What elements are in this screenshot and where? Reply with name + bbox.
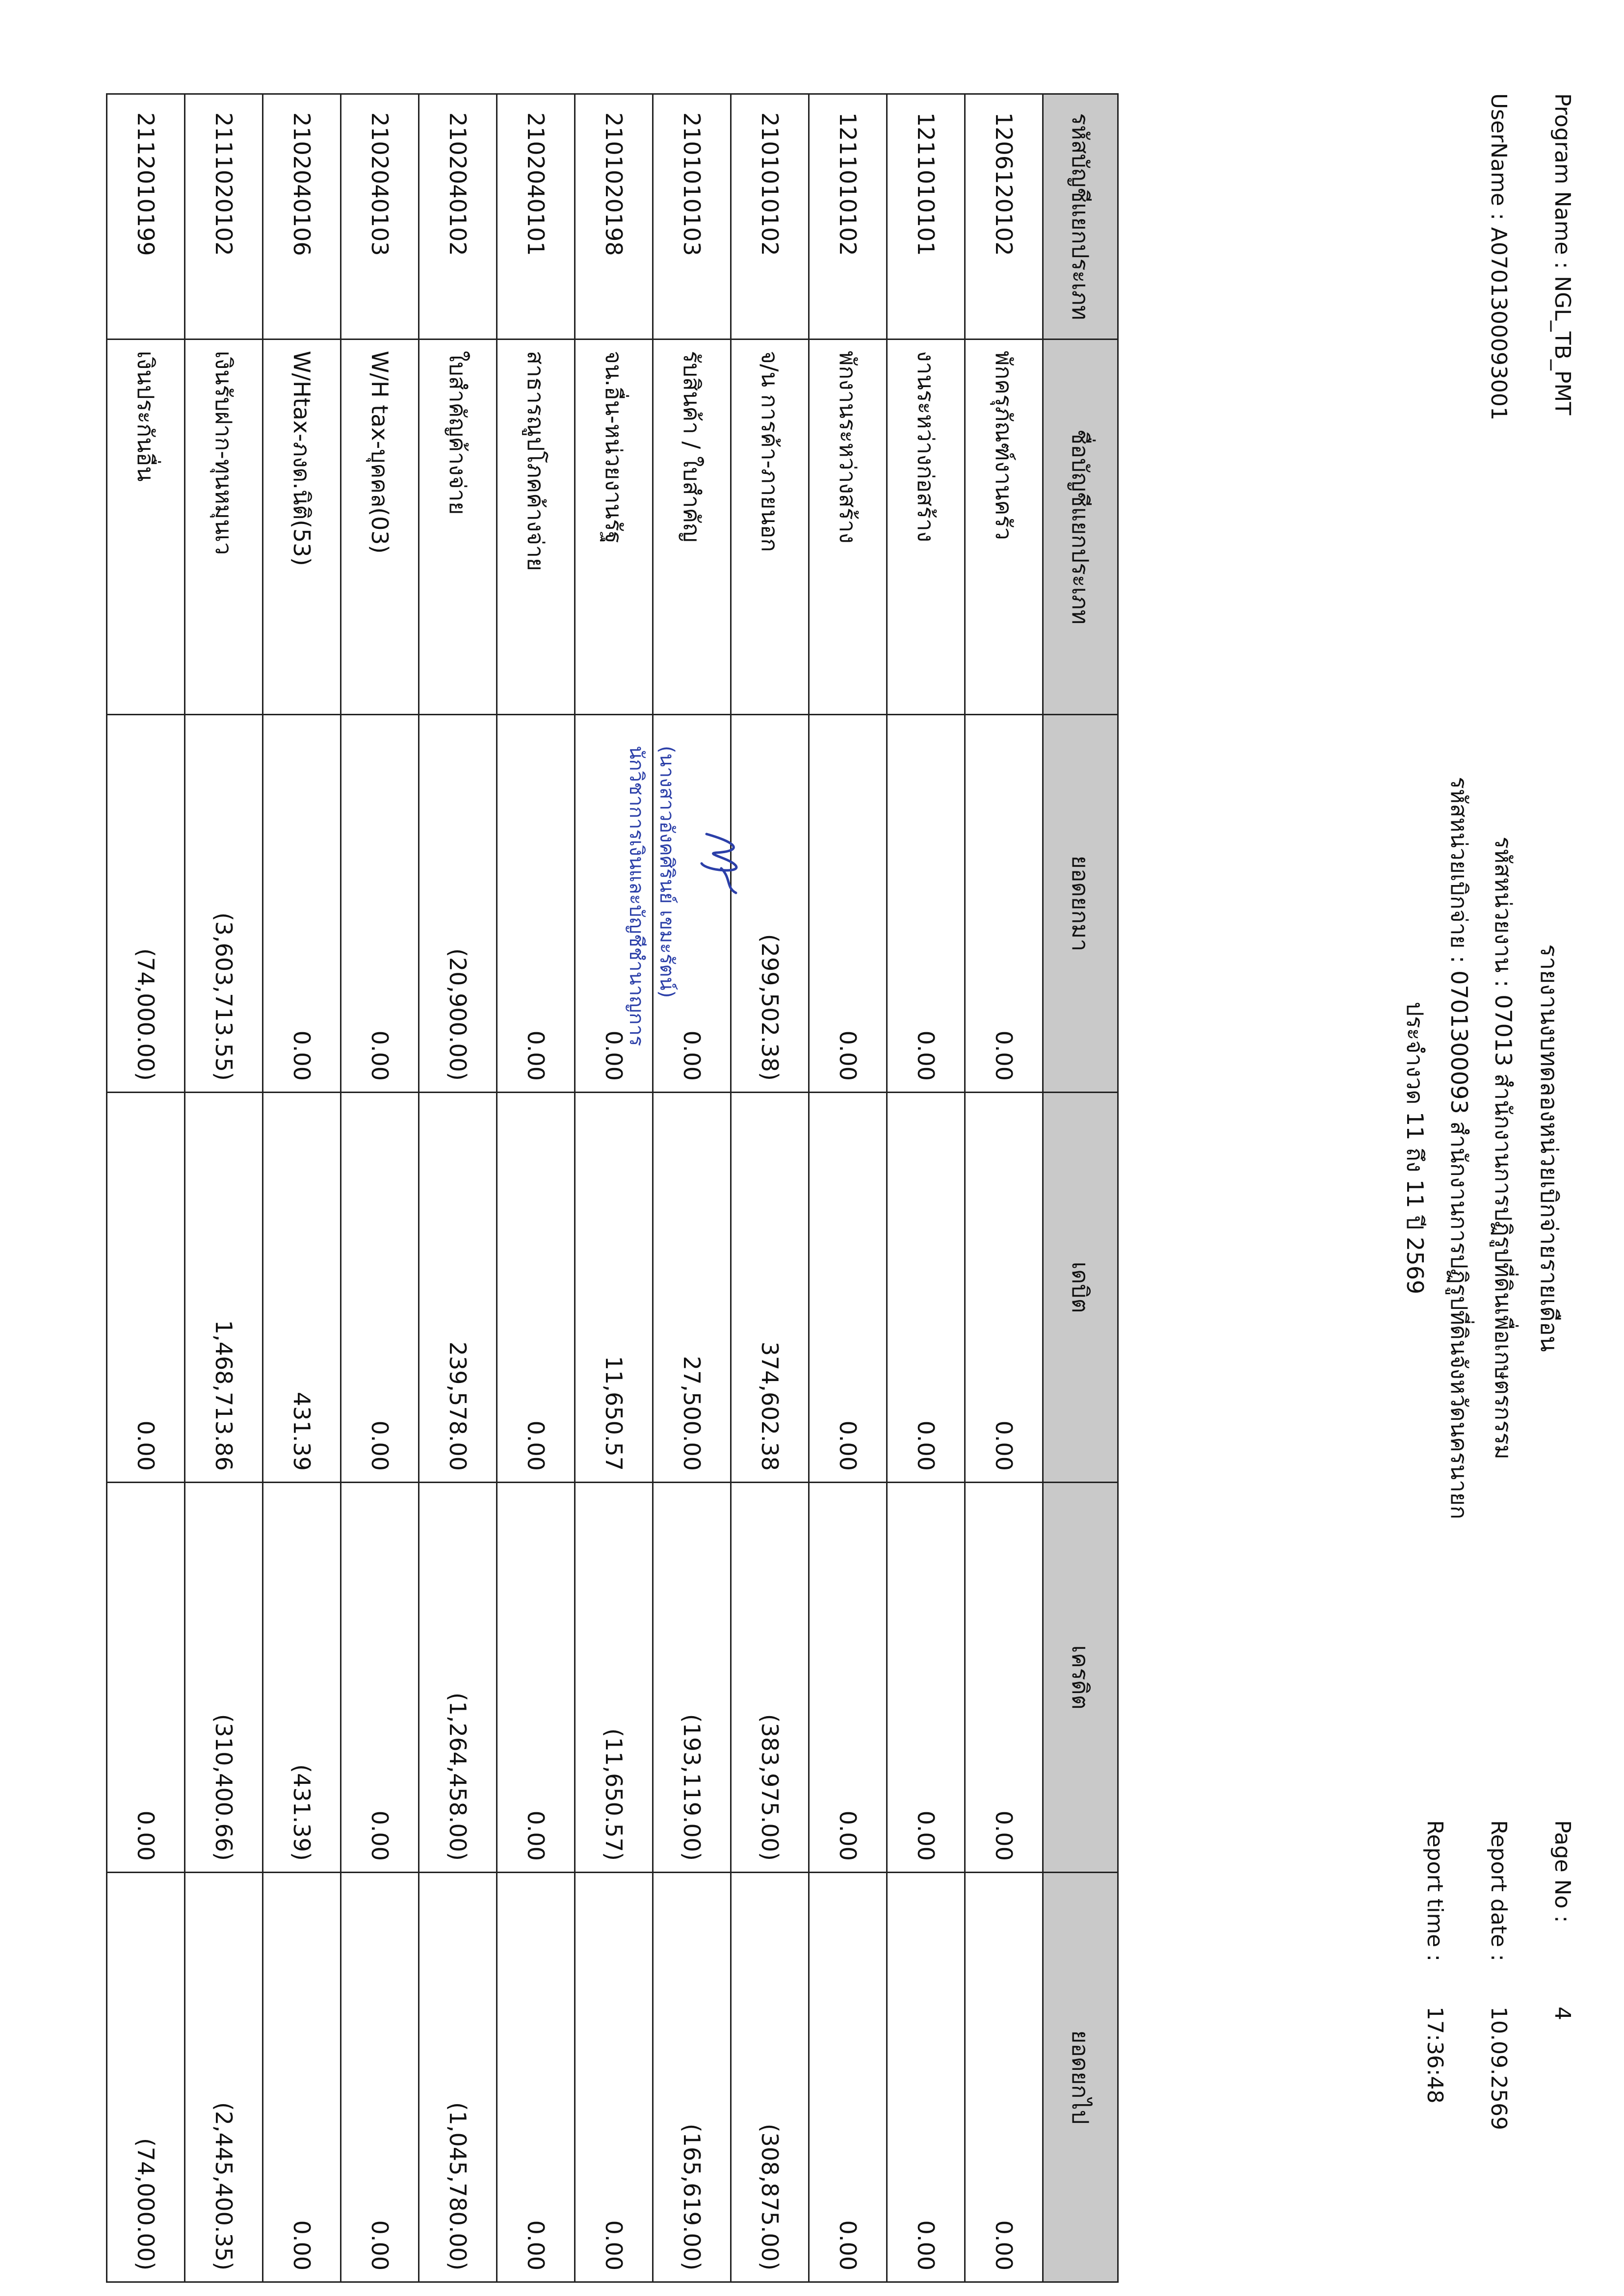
- column-header-account-name: ชื่อบัญชีแยกประเภท: [1043, 339, 1118, 715]
- table-row: [965, 94, 1043, 2282]
- account-name: พักงานระหว่างสร้าง: [809, 339, 887, 715]
- debit: 0.00: [809, 1093, 887, 1483]
- column-header-brought-forward: ยอดยกมา: [1043, 715, 1118, 1093]
- carried-forward: 0.00: [809, 1873, 887, 2282]
- account-code: 2102040102: [419, 94, 497, 339]
- table-row: [653, 94, 731, 2282]
- period-line: ประจำงวด 11 ถึง 11 ปี 2569: [1402, 1001, 1428, 1295]
- brought-forward: (74,000.00): [107, 715, 185, 1093]
- signature-stamp: [603, 736, 746, 1079]
- column-header-credit: เครดิต: [1043, 1483, 1118, 1873]
- brought-forward: (299,502.38): [731, 715, 809, 1093]
- report-title: รายงานงบทดลองหน่วยเบิกจ่ายรายเดือน: [1535, 944, 1563, 1352]
- account-code: 2102040106: [263, 94, 341, 339]
- carried-forward: (2,445,400.35): [185, 1873, 263, 2282]
- carried-forward: (74,000.00): [107, 1873, 185, 2282]
- user-name: UserName : A070130009​3001: [1486, 93, 1511, 420]
- carried-forward: 0.00: [887, 1873, 965, 2282]
- account-name: จน.อื่น-หน่วยงานรัฐ: [575, 339, 653, 715]
- table-row: [575, 94, 653, 2282]
- debit: 431.39: [263, 1093, 341, 1483]
- brought-forward: (20,900.00): [419, 715, 497, 1093]
- credit: (310,400.66): [185, 1483, 263, 1873]
- credit: (11,650.57): [575, 1483, 653, 1873]
- report-date-label: Report date :: [1486, 1820, 1511, 1961]
- debit: 27,500.00: [653, 1093, 731, 1483]
- credit: 0.00: [497, 1483, 575, 1873]
- table-row: [887, 94, 965, 2282]
- debit: 0.00: [107, 1093, 185, 1483]
- carried-forward: 0.00: [341, 1873, 419, 2282]
- account-code: 2112010199: [107, 94, 185, 339]
- account-code: 2102040101: [497, 94, 575, 339]
- brought-forward: 0.00: [497, 715, 575, 1093]
- brought-forward: 0.00: [263, 715, 341, 1093]
- credit: 0.00: [965, 1483, 1043, 1873]
- table-row: [419, 94, 497, 2282]
- debit: 0.00: [497, 1093, 575, 1483]
- report-time-value: 17:36:48: [1422, 2007, 1447, 2104]
- debit: 374,602.38: [731, 1093, 809, 1483]
- account-name: W/H tax-บุคคล(03): [341, 339, 419, 715]
- trial-balance-table: [106, 93, 1119, 2283]
- credit: 0.00: [341, 1483, 419, 1873]
- carried-forward: 0.00: [263, 1873, 341, 2282]
- account-code: 2111020102: [185, 94, 263, 339]
- account-name: เงินประกันอื่น: [107, 339, 185, 715]
- account-code: 2102040103: [341, 94, 419, 339]
- account-name: จ/น การค้า-ภายนอก: [731, 339, 809, 715]
- table-row: [809, 94, 887, 2282]
- carried-forward: 0.00: [575, 1873, 653, 2282]
- table-row: [263, 94, 341, 2282]
- account-name: W/Htax-ภงด.นิติ(53): [263, 339, 341, 715]
- report-time-label: Report time :: [1422, 1820, 1447, 1962]
- table-row: [497, 94, 575, 2282]
- account-name: รับสินค้า / ใบสำคัญ: [653, 339, 731, 715]
- table-row: [107, 94, 185, 2282]
- column-header-carried-forward: ยอดยกไป: [1043, 1873, 1118, 2282]
- account-code: 2101010103: [653, 94, 731, 339]
- brought-forward: 0.00: [341, 715, 419, 1093]
- stamp-position: นักวิชาการเงินและบัญชีชำนาญการ: [625, 746, 648, 1046]
- account-code: 1206120102: [965, 94, 1043, 339]
- debit: 1,468,713.86: [185, 1093, 263, 1483]
- stamp-name: (นางสาวอังคศิรินย์ เขมะรัตน์): [655, 746, 678, 998]
- brought-forward: 0.00: [965, 715, 1043, 1093]
- account-name: สาธารณูปโภคค้างจ่าย: [497, 339, 575, 715]
- table-row: [731, 94, 809, 2282]
- debit: 11,650.57: [575, 1093, 653, 1483]
- credit: (1,264,458.00): [419, 1483, 497, 1873]
- debit: 0.00: [341, 1093, 419, 1483]
- account-name: พักครุภัณฑ์งานครัว: [965, 339, 1043, 715]
- disbursing-unit-line: รหัสหน่วยเบิกจ่าย : 0701300093 สำนักงานการปฏิรูปที่ดินจังหวัดนครนายก: [1446, 777, 1472, 1519]
- account-name: ใบสำคัญค้างจ่าย: [419, 339, 497, 715]
- credit: (383,975.00): [731, 1483, 809, 1873]
- carried-forward: 0.00: [965, 1873, 1043, 2282]
- signature-mark: [692, 824, 751, 898]
- column-header-debit: เดบิต: [1043, 1093, 1118, 1483]
- account-code: 1211010102: [809, 94, 887, 339]
- page-no-label: Page No :: [1550, 1820, 1575, 1923]
- debit: 0.00: [965, 1093, 1043, 1483]
- brought-forward: 0.00: [575, 715, 653, 1093]
- account-code: 1211010101: [887, 94, 965, 339]
- carried-forward: (308,875.00): [731, 1873, 809, 2282]
- agency-line: รหัสหน่วยงาน : 07013 สำนักงานการปฏิรูปที่ดินเพื่อเกษตรกรรม: [1490, 836, 1517, 1460]
- account-code: 2101010102: [731, 94, 809, 339]
- brought-forward: 0.00: [887, 715, 965, 1093]
- brought-forward: 0.00: [653, 715, 731, 1093]
- table-row: [341, 94, 419, 2282]
- report-date-value: 10.09.2569: [1486, 2007, 1511, 2130]
- credit: 0.00: [107, 1483, 185, 1873]
- credit: (193,119.00): [653, 1483, 731, 1873]
- table-row: [185, 94, 263, 2282]
- debit: 239,578.00: [419, 1093, 497, 1483]
- carried-forward: (165,619.00): [653, 1873, 731, 2282]
- carried-forward: (1,045,780.00): [419, 1873, 497, 2282]
- carried-forward: 0.00: [497, 1873, 575, 2282]
- account-name: เงินรับฝาก-ทุนหมุนเว: [185, 339, 263, 715]
- account-name: งานระหว่างก่อสร้าง: [887, 339, 965, 715]
- credit: 0.00: [809, 1483, 887, 1873]
- program-name: Program Name : NGL_TB_PMT: [1550, 93, 1575, 416]
- column-header-account-code: รหัสบัญชีแยกประเภท: [1043, 94, 1118, 339]
- table-header-row: [1043, 94, 1118, 2282]
- brought-forward: (3,603,713.55): [185, 715, 263, 1093]
- debit: 0.00: [887, 1093, 965, 1483]
- page-no-value: 4: [1550, 2007, 1575, 2020]
- credit: (431.39): [263, 1483, 341, 1873]
- account-code: 2101020198: [575, 94, 653, 339]
- brought-forward: 0.00: [809, 715, 887, 1093]
- credit: 0.00: [887, 1483, 965, 1873]
